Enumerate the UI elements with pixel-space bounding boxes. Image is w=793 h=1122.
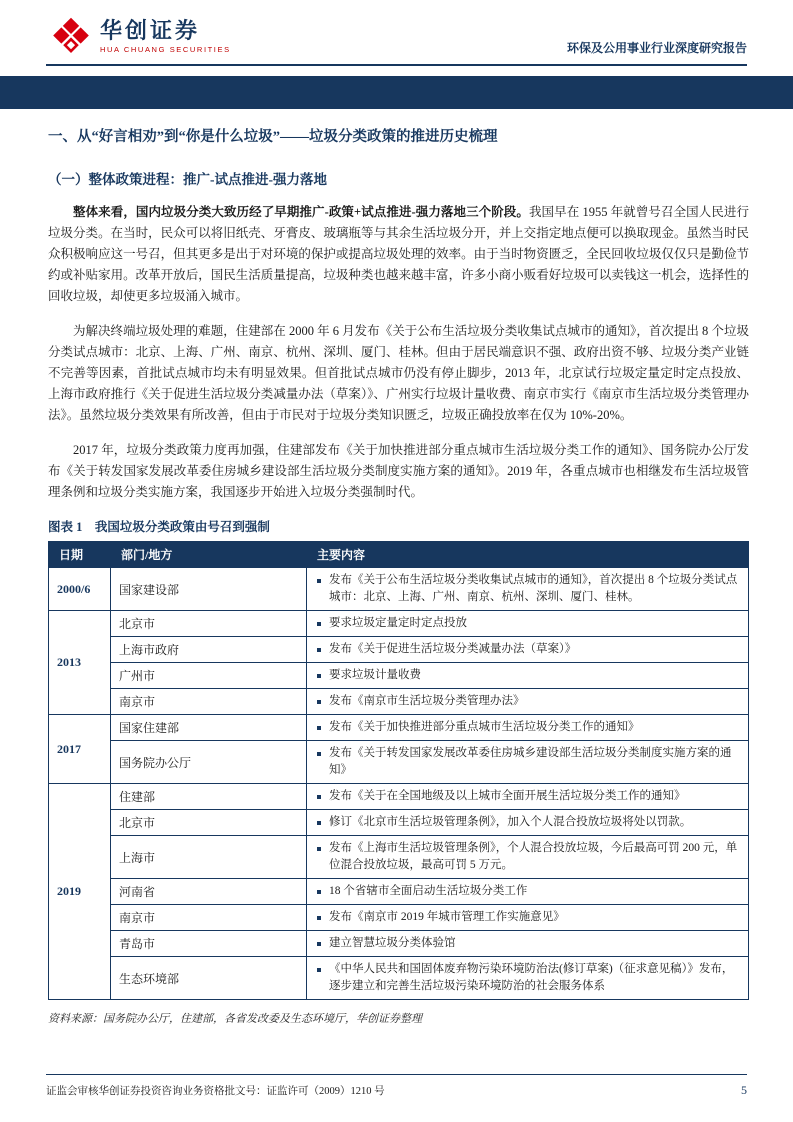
dept-cell: 生态环境部 <box>111 957 307 1000</box>
dept-cell: 国家建设部 <box>111 568 307 611</box>
brand-name-en: HUA CHUANG SECURITIES <box>100 45 231 55</box>
bullet-icon <box>317 795 321 799</box>
dept-cell: 国家住建部 <box>111 715 307 741</box>
report-type-label: 环保及公用事业行业深度研究报告 <box>566 41 747 55</box>
table-row <box>49 836 749 879</box>
dept-cell: 北京市 <box>111 810 307 836</box>
license-note: 证监会审核华创证券投资咨询业务资格批文号：证监许可（2009）1210 号 <box>46 1086 385 1097</box>
table-row <box>49 741 749 784</box>
section-title: 一、从“好言相劝”到“你是什么垃圾”——垃圾分类政策的推进历史梳理 <box>48 129 498 145</box>
table-row <box>49 810 749 836</box>
subsection-title: （一）整体政策进程：推广-试点推进-强力落地 <box>48 172 327 187</box>
dept-cell: 南京市 <box>111 905 307 931</box>
paragraph-3 <box>48 440 749 503</box>
col-header-date: 日期 <box>49 542 111 568</box>
dept-cell: 青岛市 <box>111 931 307 957</box>
table-row <box>49 611 749 637</box>
table-row <box>49 715 749 741</box>
bullet-icon <box>317 579 321 583</box>
page-footer <box>0 1074 793 1098</box>
policy-table-body <box>49 568 749 1000</box>
dept-cell: 北京市 <box>111 611 307 637</box>
content-cell <box>307 741 749 784</box>
content-text: 发布《关于转发国家发展改革委住房城乡建设部生活垃圾分类制度实施方案的通知》 <box>329 747 732 776</box>
content-cell <box>307 611 749 637</box>
paragraph-1 <box>48 202 749 307</box>
bullet-icon <box>317 674 321 678</box>
date-cell: 2017 <box>49 715 111 784</box>
navy-banner <box>0 76 793 109</box>
table-row <box>49 689 749 715</box>
col-header-dept: 部门/地方 <box>111 542 307 568</box>
bullet-icon <box>317 847 321 851</box>
brand-logo <box>50 16 231 58</box>
figure-caption: 图表 1 我国垃圾分类政策由号召到强制 <box>48 520 270 534</box>
content-text: 建立智慧垃圾分类体验馆 <box>329 937 456 949</box>
dept-cell: 河南省 <box>111 879 307 905</box>
dept-cell: 上海市 <box>111 836 307 879</box>
table-row <box>49 931 749 957</box>
table-row <box>49 637 749 663</box>
paragraph-2 <box>48 321 749 426</box>
table-row <box>49 784 749 810</box>
table-row <box>49 905 749 931</box>
content-text: 18 个省辖市全面启动生活垃圾分类工作 <box>329 885 528 897</box>
table-header-row <box>49 542 749 568</box>
bullet-icon <box>317 700 321 704</box>
table-row <box>49 879 749 905</box>
date-cell: 2019 <box>49 784 111 1000</box>
content-cell <box>307 836 749 879</box>
content-cell <box>307 810 749 836</box>
dept-cell: 南京市 <box>111 689 307 715</box>
bullet-icon <box>317 648 321 652</box>
content-text: 发布《上海市生活垃圾管理条例》，个人混合投放垃圾，今后最高可罚 200 元，单位混合投放垃圾，最高可罚 5 万元。 <box>329 842 738 871</box>
content-text: 《中华人民共和国固体废弃物污染环境防治法(修订草案)（征求意见稿）》发布，逐步建立和完善生活垃圾污染环境防治的社会服务体系 <box>329 963 734 992</box>
content-cell <box>307 689 749 715</box>
dept-cell: 国务院办公厅 <box>111 741 307 784</box>
content-cell <box>307 568 749 611</box>
paragraph-2-text: 为解决终端垃圾处理的难题，住建部在 2000 年 6 月发布《关于公布生活垃圾分类收集试点城市的通知》，首次提出 8 个垃圾分类试点城市：北京、上海、广州、南京、杭州、深圳、厦门、桂林。但由于居民端意识不强、政府出资不够、垃圾分类产业链不完善等因素，首批试点城市均未有明显效果。但首批试点城市仍没有停止脚步，2013 年，北京试行垃圾定量定时定点投放、上海市政府推行《关于促进生活垃圾分类减量办法（草案）》、广州实行垃圾计量收费、南京市实行《南京市生活垃圾分类管理办法》。虽然垃圾分类效果有所改善，但由于市民对于垃圾分类知识匮乏，垃圾正确投放率在仅为 10%-20%。 <box>48 324 749 422</box>
date-cell: 2013 <box>49 611 111 715</box>
header-rule <box>46 64 747 66</box>
content-cell <box>307 784 749 810</box>
bullet-icon <box>317 726 321 730</box>
content-text: 发布《关于在全国地级及以上城市全面开展生活垃圾分类工作的通知》 <box>329 790 686 802</box>
content-text: 发布《关于促进生活垃圾分类减量办法（草案）》 <box>329 643 577 655</box>
content-text: 修订《北京市生活垃圾管理条例》，加入个人混合投放垃圾将处以罚款。 <box>329 816 692 828</box>
paragraph-3-text: 2017 年，垃圾分类政策力度再加强，住建部发布《关于加快推进部分重点城市生活垃圾分类工作的通知》、国务院办公厅发布《关于转发国家发展改革委住房城乡建设部生活垃圾分类制度实施方案的通知》。2019 年，各重点城市也相继发布生活垃圾管理条例和垃圾分类实施方案，我国逐步开始进入垃圾分类强制时代。 <box>48 443 749 499</box>
dept-cell: 上海市政府 <box>111 637 307 663</box>
content-text: 要求垃圾计量收费 <box>329 669 421 681</box>
paragraph-1-lead: 整体来看，国内垃圾分类大致历经了早期推广-政策+试点推进-强力落地三个阶段。 <box>73 205 529 219</box>
content-cell <box>307 715 749 741</box>
content-cell <box>307 957 749 1000</box>
bullet-icon <box>317 752 321 756</box>
bullet-icon <box>317 890 321 894</box>
col-header-content: 主要内容 <box>307 542 749 568</box>
content-text: 要求垃圾定量定时定点投放 <box>329 617 467 629</box>
content-cell <box>307 879 749 905</box>
content-text: 发布《南京市生活垃圾分类管理办法》 <box>329 695 525 707</box>
content-text: 发布《关于加快推进部分重点城市生活垃圾分类工作的通知》 <box>329 721 640 733</box>
date-cell: 2000/6 <box>49 568 111 611</box>
content-cell <box>307 663 749 689</box>
page-header <box>0 0 793 64</box>
content-cell <box>307 931 749 957</box>
policy-table <box>48 541 749 1000</box>
table-row <box>49 568 749 611</box>
content-cell <box>307 905 749 931</box>
bullet-icon <box>317 916 321 920</box>
policy-table-head <box>49 542 749 568</box>
table-row <box>49 957 749 1000</box>
brand-text <box>100 19 231 54</box>
content-cell <box>307 637 749 663</box>
footer-rule <box>46 1074 747 1075</box>
bullet-icon <box>317 942 321 946</box>
bullet-icon <box>317 622 321 626</box>
bullet-icon <box>317 821 321 825</box>
paragraph-1-text: 我国早在 1955 年就曾号召全国人民进行垃圾分类。在当时，民众可以将旧纸壳、牙膏皮、玻璃瓶等与其余生活垃圾分开，并上交指定地点便可以换取现金。虽然当时民众积极响应这一号召，但其更多是出于对环境的保护或提高垃圾处理的效率。由于当时物资匮乏，全民回收垃圾仅仅只是勤俭节约或补贴家用。改革开放后，国民生活质量提高，垃圾种类也越来越丰富，许多小商小贩看好垃圾可以卖钱这一机会，选择性的回收垃圾，却使更多垃圾涌入城市。 <box>48 205 749 303</box>
brand-emblem-icon <box>50 16 92 58</box>
table-row <box>49 663 749 689</box>
content-text: 发布《关于公布生活垃圾分类收集试点城市的通知》，首次提出 8 个垃圾分类试点城市：北京、上海、广州、南京、杭州、深圳、厦门、桂林。 <box>329 574 738 603</box>
brand-name-cn: 华创证券 <box>100 18 201 44</box>
dept-cell: 广州市 <box>111 663 307 689</box>
dept-cell: 住建部 <box>111 784 307 810</box>
content-text: 发布《南京市 2019 年城市管理工作实施意见》 <box>329 911 565 923</box>
page-number: 5 <box>741 1083 747 1097</box>
data-source-note: 资料来源：国务院办公厅，住建部，各省发改委及生态环境厅，华创证券整理 <box>48 1013 422 1025</box>
report-body <box>0 125 793 1026</box>
bullet-icon <box>317 968 321 972</box>
